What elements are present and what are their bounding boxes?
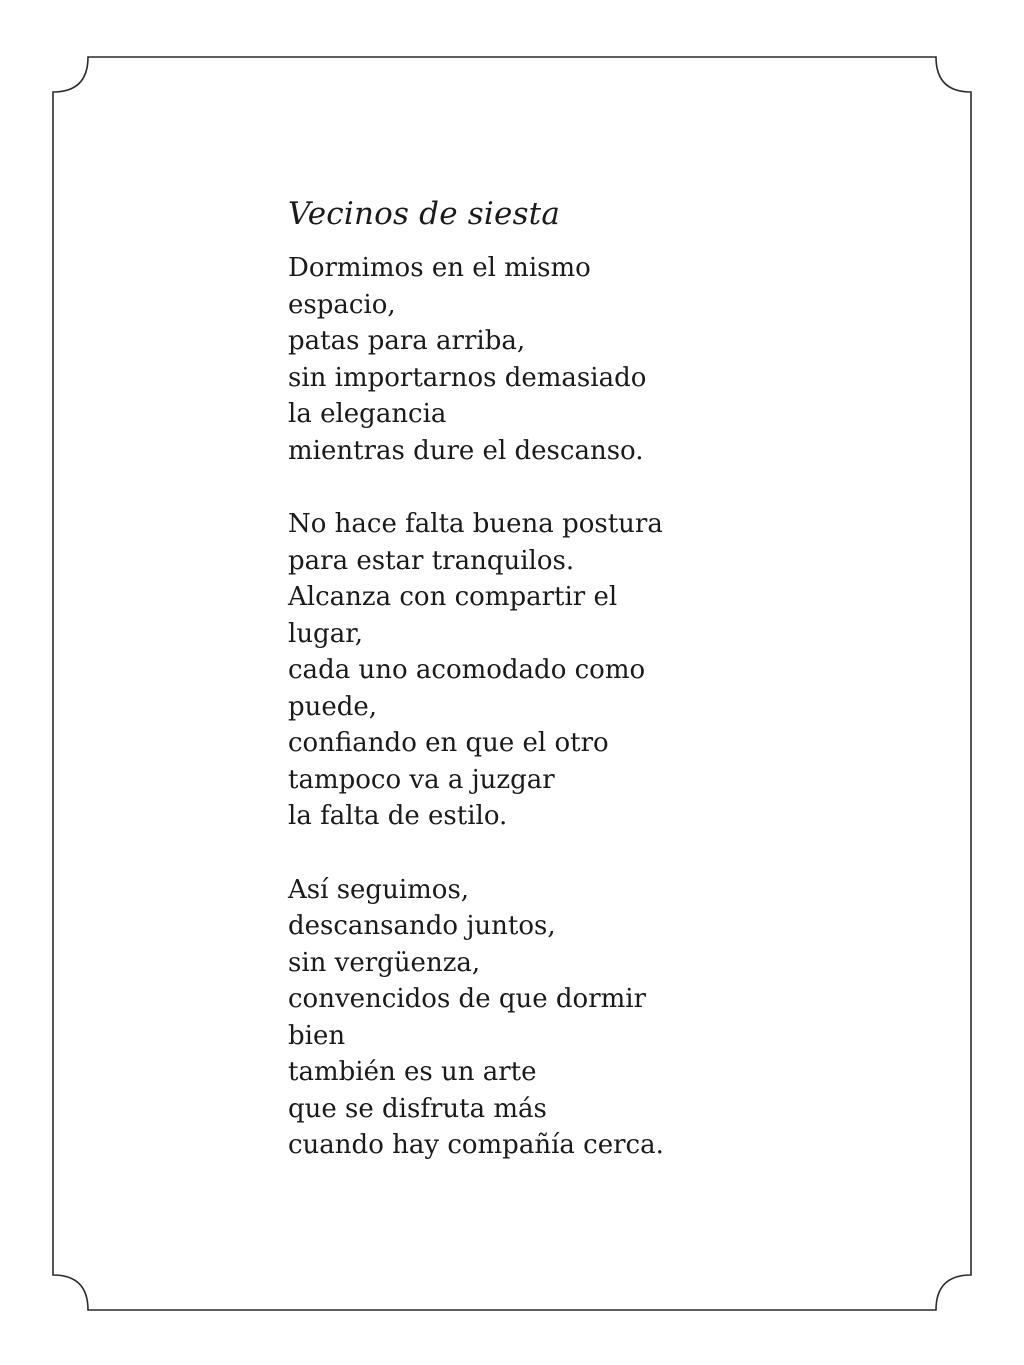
poem-line: tampoco va a juzgar — [288, 764, 555, 795]
poem-line: lugar, — [288, 618, 364, 649]
poem-line: cuando hay compañía cerca. — [288, 1130, 664, 1160]
stanza-2 — [288, 506, 848, 835]
poem-line: espacio, — [288, 289, 396, 320]
poem-line: bien — [288, 1020, 346, 1051]
poem-line: convencidos de que dormir — [288, 984, 647, 1014]
poem-line: la elegancia — [288, 399, 447, 429]
poem-title: Vecinos de siesta — [288, 196, 561, 232]
poem-line: cada uno acomodado como — [288, 655, 646, 685]
poem-line: patas para arriba, — [288, 326, 526, 356]
poem-line: descansando juntos, — [288, 911, 556, 941]
poem-line: Dormimos en el mismo — [288, 253, 591, 283]
poem-line: que se disfruta más — [288, 1093, 547, 1124]
poem-line: también es un arte — [288, 1057, 537, 1087]
stanza-1 — [288, 250, 848, 469]
poem-line: sin importarnos demasiado — [288, 362, 647, 393]
poem-line: la falta de estilo. — [288, 801, 508, 831]
poem-line: confiando en que el otro — [288, 728, 609, 758]
poem-line: No hace falta buena postura — [288, 509, 663, 539]
stanza-3 — [288, 872, 848, 1164]
poem — [288, 192, 848, 1164]
poem-line: Alcanza con compartir el — [288, 582, 618, 612]
poem-line: Así seguimos, — [288, 874, 470, 905]
poem-line: mientras dure el descanso. — [288, 435, 644, 466]
poem-line: para estar tranquilos. — [288, 545, 575, 576]
poem-line: puede, — [288, 691, 378, 722]
poem-line: sin vergüenza, — [288, 947, 481, 978]
